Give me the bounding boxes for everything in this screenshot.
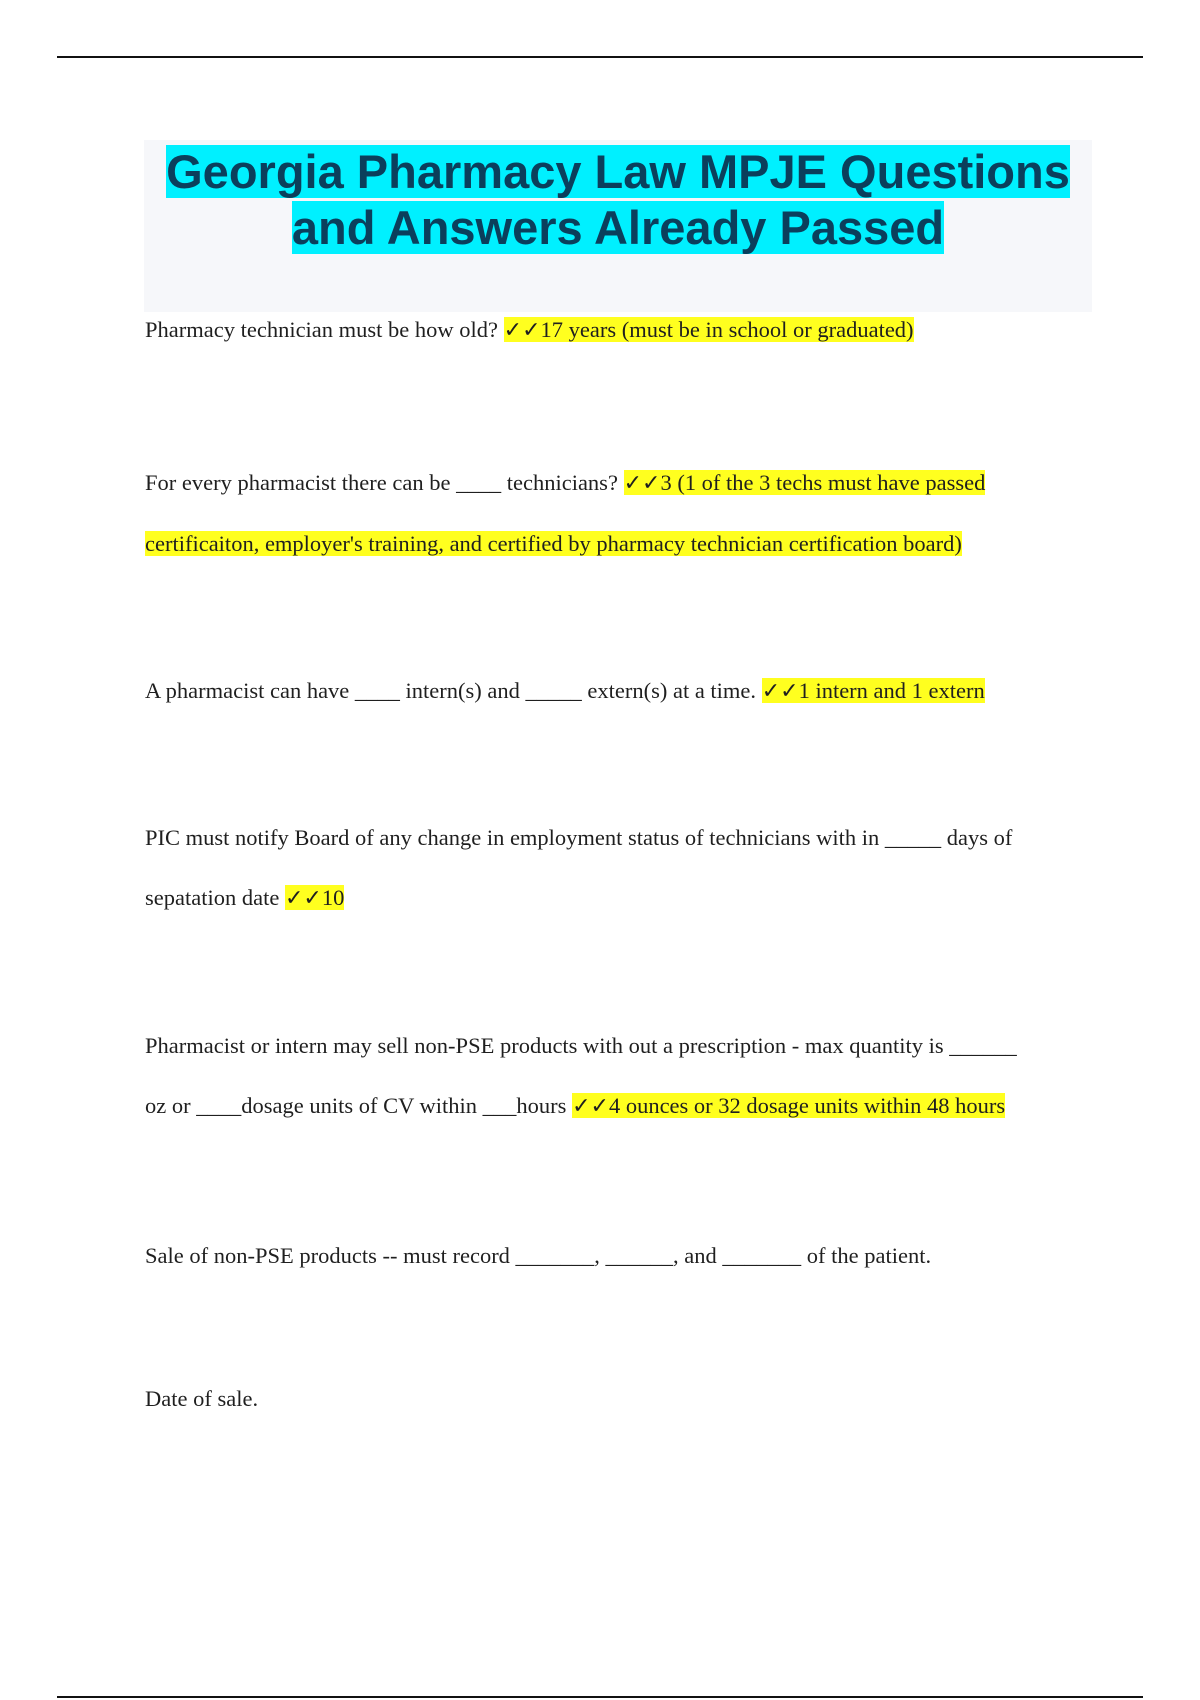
answer-2-text-line-2: certificaiton, employer's training, and certified by pharmacy technician certification board) [145, 531, 962, 556]
question-5-text-line-2: oz or ____dosage units of CV within ___hours [145, 1093, 567, 1118]
answer-5 [572, 1093, 1005, 1118]
question-7 [145, 1369, 1085, 1429]
question-3 [145, 661, 1085, 722]
document-title-line-2: and Answers Already Passed [291, 201, 945, 254]
document-title [144, 144, 1092, 256]
footer-rule [57, 1696, 1143, 1698]
double-check-icon: ✓✓ [623, 471, 661, 496]
answer-2-text-line-1: 3 (1 of the 3 techs must have passed [660, 470, 986, 495]
question-1-text: Pharmacy technician must be how old? [145, 317, 499, 342]
answer-1 [504, 317, 914, 342]
answer-4 [285, 885, 344, 910]
answer-2-line-1 [624, 470, 986, 495]
question-6-text: Sale of non-PSE products -- must record _______, ______, and _______ of the patient. [145, 1243, 932, 1268]
document-title-line-1: Georgia Pharmacy Law MPJE Questions [166, 145, 1070, 198]
answer-3 [762, 678, 985, 703]
double-check-icon: ✓✓ [761, 679, 799, 704]
answer-5-text: 4 ounces or 32 dosage units within 48 hours [608, 1093, 1006, 1118]
header-rule [57, 56, 1143, 58]
question-4-text-line-2: sepatation date [145, 885, 280, 910]
question-1 [145, 300, 1085, 361]
question-2 [145, 453, 1085, 574]
question-6 [145, 1226, 1085, 1286]
question-4-text-line-1: PIC must notify Board of any change in employment status of technicians with in _____ days of [145, 825, 1013, 850]
answer-4-text: 10 [321, 885, 345, 910]
question-5-text-line-1: Pharmacist or intern may sell non-PSE products with out a prescription - max quantity is ______ [145, 1033, 1017, 1058]
question-7-text: Date of sale. [145, 1386, 259, 1411]
double-check-icon: ✓✓ [572, 1094, 609, 1119]
answer-3-text: 1 intern and 1 extern [798, 678, 985, 703]
question-5 [145, 1016, 1085, 1137]
question-4 [145, 808, 1085, 929]
question-2-text: For every pharmacist there can be ____ technicians? [145, 470, 618, 495]
question-3-text: A pharmacist can have ____ intern(s) and _____ extern(s) at a time. [145, 678, 757, 703]
answer-1-text: 17 years (must be in school or graduated) [540, 317, 914, 342]
double-check-icon: ✓✓ [503, 318, 541, 343]
double-check-icon: ✓✓ [284, 886, 322, 911]
